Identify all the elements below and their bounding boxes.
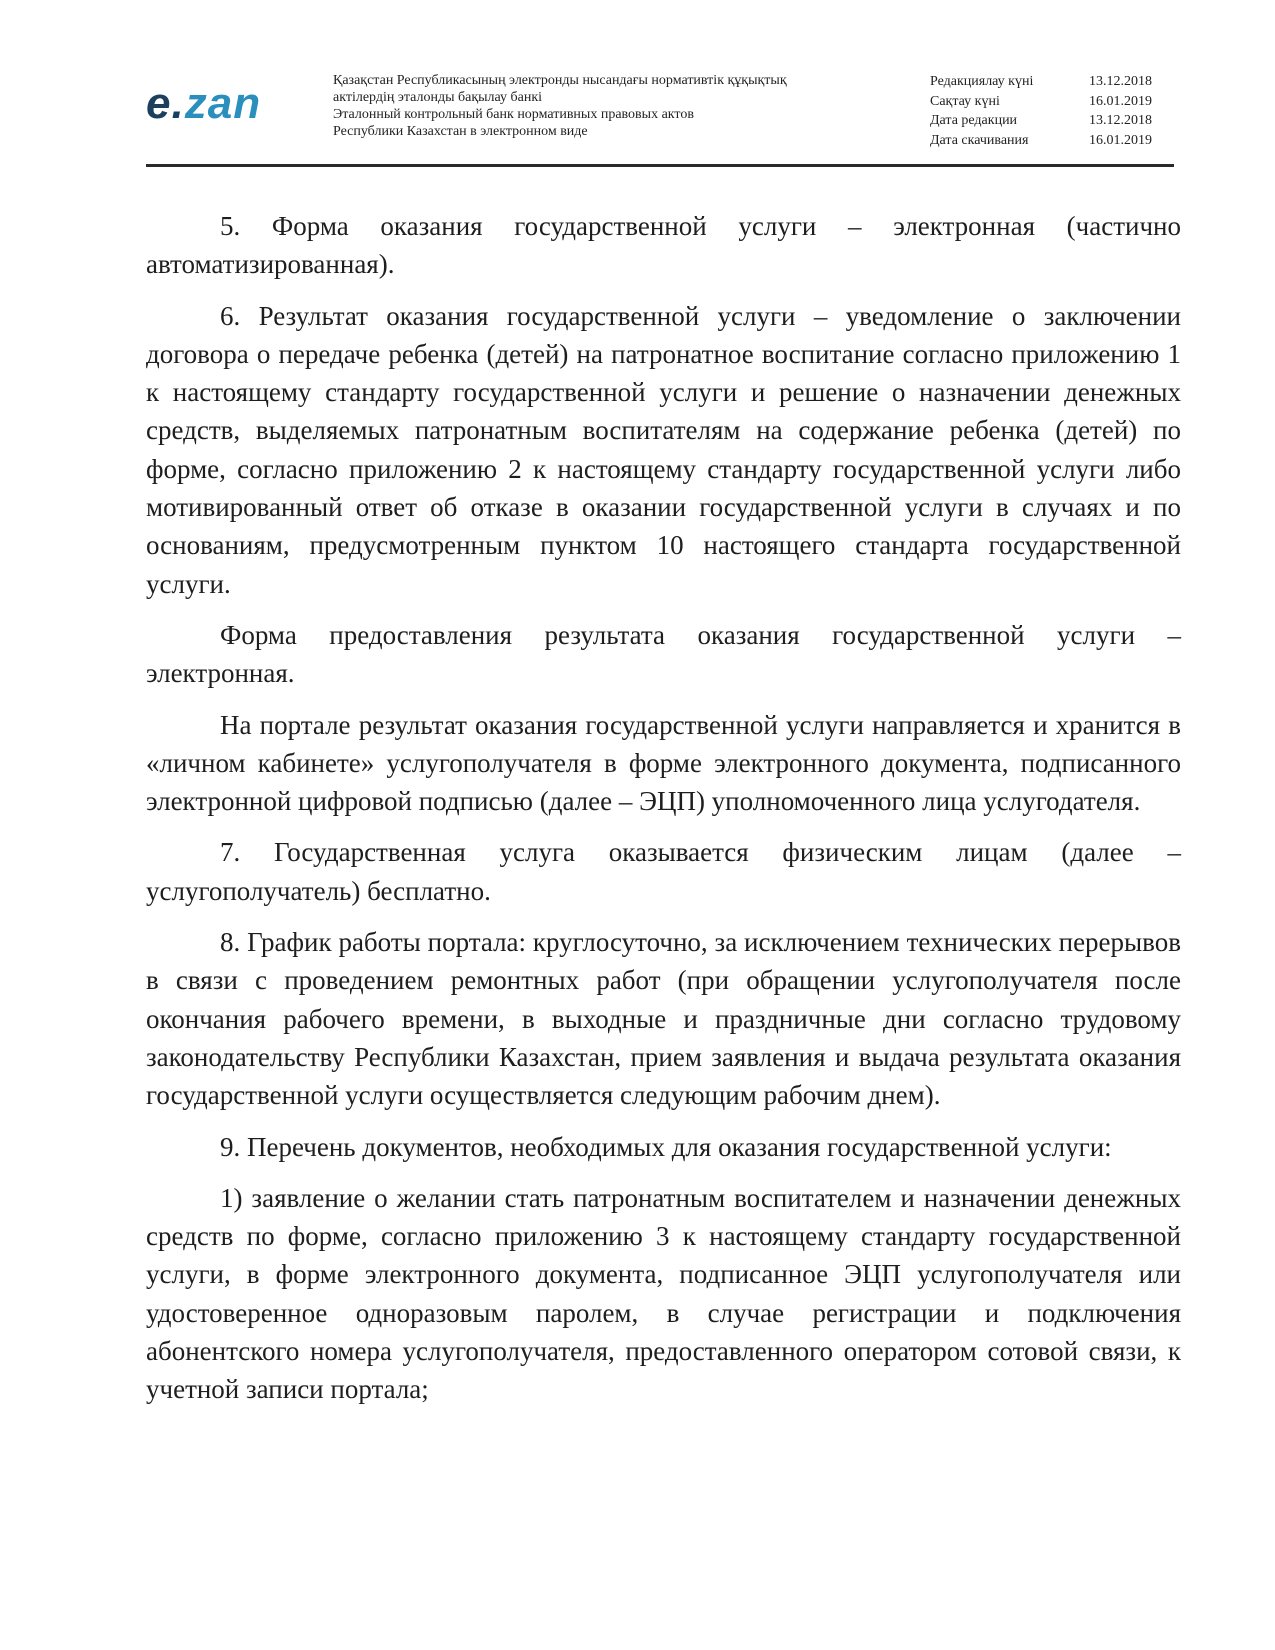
header-description-line: Эталонный контрольный банк нормативных правовых актов	[333, 107, 694, 122]
header-description	[333, 72, 893, 140]
header-description-line: Республики Казахстан в электронном виде	[333, 124, 588, 139]
logo-prefix: e	[146, 79, 172, 128]
paragraph-9-documents-list: 9. Перечень документов, необходимых для оказания государственной услуги:	[220, 1131, 1112, 1162]
header-meta-labels	[930, 72, 1033, 150]
logo-dot: .	[171, 79, 185, 128]
paragraph-7-free-service: 7. Государственная услуга оказывается физическим лицам (далее – услугополучатель) бесплатно.	[146, 837, 1181, 906]
paragraph-9-1-application: 1) заявление о желании стать патронатным воспитателем и назначении денежных средств по форме, согласно приложению 3 к настоящему стандарту государственной услуги, в форме электронного документа, подписанное ЭЦП услугополучателя или удостоверенное одноразовым паролем, в случае регистрации и подключения абонентского номера услугополучателя, предоставленного оператором сотовой связи, к учетной записи портала;	[146, 1182, 1181, 1405]
header-meta-values	[1089, 72, 1152, 150]
paragraph-result-form: Форма предоставления результата оказания государственной услуги – электронная.	[146, 619, 1181, 689]
meta-value-edit-date-kz: 13.12.2018	[1089, 74, 1152, 89]
meta-label-download-date: Дата скачивания	[930, 132, 1029, 148]
meta-label-save-date-kz: Сақтау күні	[930, 93, 1000, 109]
paragraph-8-portal-schedule: 8. График работы портала: круглосуточно, за исключением технических перерывов в связи с проведением ремонтных работ (при обращении услугополучателя после окончания рабочего времени, в выходные и праздничные дни согласно трудовому законодательству Республики Казахстан, прием заявления и выдача результата оказания государственной услуги осуществляется следующим рабочим днем).	[146, 927, 1181, 1111]
paragraph-portal-result: На портале результат оказания государственной услуги направляется и хранится в «личном кабинете» услугополучателя в форме электронного документа, подписанного электронной цифровой подписью (далее – ЭЦП) уполномоченного лица услугодателя.	[146, 709, 1181, 817]
meta-label-edit-date-kz: Редакциялау күні	[930, 74, 1034, 89]
paragraph-5-service-form: 5. Форма оказания государственной услуги – электронная (частично автоматизированная).	[146, 211, 1181, 280]
ezan-logo	[146, 79, 262, 128]
header-description-line: актілердің эталонды бақылау банкі	[333, 90, 543, 105]
document-body	[146, 207, 1181, 1422]
meta-value-edit-date: 13.12.2018	[1089, 113, 1152, 128]
meta-value-download-date: 16.01.2019	[1089, 132, 1152, 148]
header-divider	[146, 164, 1174, 167]
meta-value-save-date-kz: 16.01.2019	[1089, 93, 1152, 109]
paragraph-6-service-result: 6. Результат оказания государственной услуги – уведомление о заключении договора о передаче ребенка (детей) на патронатное воспитание согласно приложению 1 к настоящему стандарту государственной услуги и решение о назначении денежных средств, выделяемых патронатным воспитателям на содержание ребенка (детей) по форме, согласно приложению 2 к настоящему стандарту государственной услуги либо мотивированный ответ об отказе в оказании государственной услуги в случаях и по основаниям, предусмотренным пунктом 10 настоящего стандарта государственной услуги.	[146, 300, 1181, 599]
header-description-line: Қазақстан Республикасының электронды нысандағы нормативтік құқықтық	[333, 73, 787, 88]
meta-label-edit-date: Дата редакции	[930, 113, 1018, 128]
logo-name: zan	[184, 79, 262, 128]
